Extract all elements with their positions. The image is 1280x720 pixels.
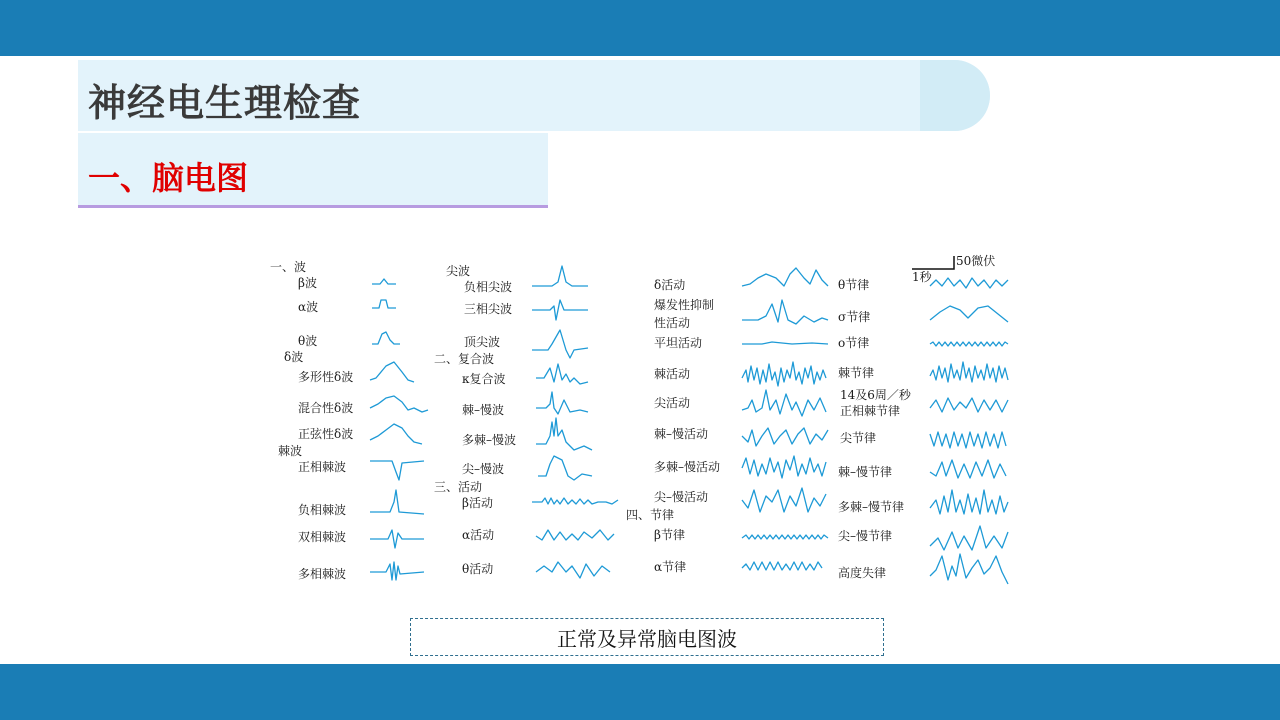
label-rhythm-header: 四、节律 (626, 508, 675, 522)
label-negative-spike: 负相棘波 (298, 503, 347, 517)
scale-amplitude: 50微伏 (956, 254, 996, 268)
label-mixed-delta: 混合性δ波 (298, 401, 354, 415)
label-polyspike-slow-activity: 多棘–慢活动 (654, 460, 721, 474)
label-polyspike-slow-rhythm: 多棘–慢节律 (838, 500, 905, 514)
label-sharp-wave: 尖波 (446, 264, 471, 278)
label-theta-rhythm: θ节律 (838, 278, 870, 292)
label-sigma-rhythm: σ节律 (838, 310, 871, 324)
label-spike-slow: 棘–慢波 (462, 403, 505, 417)
eeg-waves-icon (262, 250, 1022, 595)
label-sharp-slow: 尖–慢波 (462, 462, 505, 476)
label-kappa-complex: κ复合波 (462, 372, 506, 386)
title-band-cap (920, 60, 990, 131)
figure-caption: 正常及异常脑电图波 (410, 618, 884, 656)
label-burst-suppression-1: 爆发性抑制 (654, 298, 715, 312)
slide-title: 神经电生理检查 (88, 81, 362, 125)
label-spike-slow-rhythm: 棘–慢节律 (838, 465, 893, 479)
label-delta-wave: δ波 (284, 350, 304, 364)
label-alpha-activity: α活动 (462, 528, 495, 542)
label-activity-header: 三、活动 (434, 480, 483, 494)
label-polymorphic-delta: 多形性δ波 (298, 370, 354, 384)
top-bar (0, 0, 1280, 56)
label-theta-activity: θ活动 (462, 562, 494, 576)
label-beta-wave: β波 (298, 276, 317, 290)
scale-time: 1秒 (912, 270, 932, 284)
label-spike-wave: 棘波 (278, 444, 303, 458)
label-sharp-slow-activity: 尖–慢活动 (654, 490, 709, 504)
label-beta-activity: β活动 (462, 496, 493, 510)
label-o-rhythm: ο节律 (838, 336, 870, 350)
label-beta-rhythm: β节律 (654, 528, 685, 542)
slide-subtitle: 一、脑电图 (88, 159, 249, 197)
label-polyphasic-spike: 多相棘波 (298, 567, 347, 581)
label-negative-sharp: 负相尖波 (464, 280, 513, 294)
label-biphasic-spike: 双相棘波 (298, 530, 347, 544)
label-spike-activity: 棘活动 (654, 367, 691, 381)
label-hypsarrhythmia: 高度失律 (838, 566, 887, 580)
label-polyspike-slow: 多棘–慢波 (462, 433, 517, 447)
label-complex-header: 二、复合波 (434, 352, 495, 366)
subtitle-underline (78, 205, 548, 208)
label-triphasic-sharp: 三相尖波 (464, 302, 513, 316)
label-vertex-sharp: 顶尖波 (464, 335, 501, 349)
label-14-6-hz-2: 正相棘节律 (840, 404, 901, 418)
label-alpha-wave: α波 (298, 300, 319, 314)
label-alpha-rhythm: α节律 (654, 560, 687, 574)
eeg-waveform-figure (262, 250, 1022, 595)
label-sharp-activity: 尖活动 (654, 396, 691, 410)
label-spike-slow-activity: 棘–慢活动 (654, 427, 709, 441)
label-sharp-slow-rhythm: 尖–慢节律 (838, 529, 893, 543)
label-waves-header: 一、波 (270, 260, 307, 274)
label-flat-activity: 平坦活动 (654, 336, 703, 350)
label-spike-rhythm: 棘节律 (838, 366, 875, 380)
label-sharp-rhythm: 尖节律 (840, 431, 877, 445)
label-14-6-hz-1: 14及6周／秒 (840, 388, 911, 402)
label-burst-suppression-2: 性活动 (654, 316, 691, 330)
bottom-bar (0, 664, 1280, 720)
label-positive-spike: 正相棘波 (298, 460, 347, 474)
label-delta-activity: δ活动 (654, 278, 686, 292)
label-theta-wave: θ波 (298, 334, 318, 348)
label-sinusoidal-delta: 正弦性δ波 (298, 427, 354, 441)
